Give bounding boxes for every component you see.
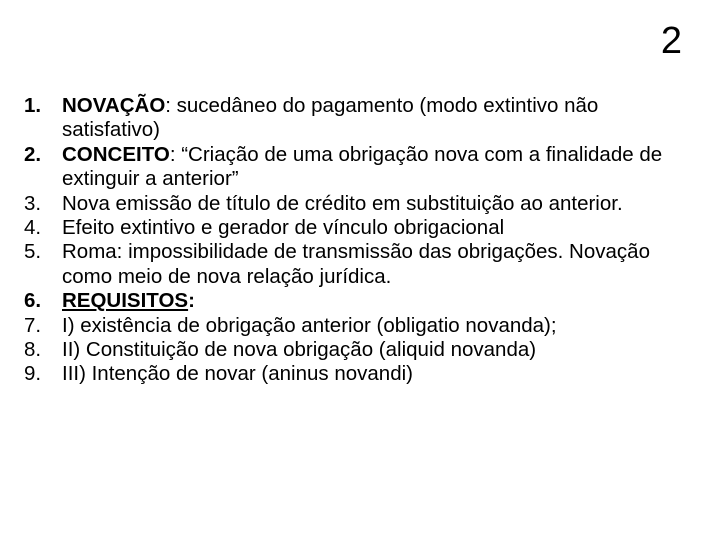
list-item-requisito-3	[24, 362, 684, 386]
page-number: 2	[660, 20, 682, 62]
list-item-requisitos	[24, 289, 684, 313]
item-text: Efeito extintivo e gerador de vínculo obrigacional	[62, 216, 505, 240]
list-item-requisito-1	[24, 314, 684, 338]
item-text: Roma: impossibilidade de transmissão das obrigações. Novação como meio de nova relação jurídica.	[62, 240, 650, 288]
item-text: III) Intenção de novar (aninus novandi)	[62, 362, 413, 386]
item-number: 2.	[24, 142, 42, 166]
numbered-list	[24, 94, 684, 387]
item-term: REQUISITOS	[62, 289, 189, 313]
list-item-nova-emissao	[24, 192, 684, 216]
item-number: 8.	[24, 338, 42, 362]
item-text: : “Criação de uma obrigação nova com a finalidade de extinguir a anterior”	[62, 142, 663, 191]
item-number: 3.	[24, 191, 42, 215]
item-text: : sucedâneo do pagamento (modo extintivo não satisfativo)	[62, 94, 599, 142]
item-text: :	[188, 289, 195, 313]
item-text: II) Constituição de nova obrigação (aliquid novanda)	[62, 338, 537, 362]
item-number: 9.	[24, 362, 42, 386]
list-item-roma	[24, 240, 684, 289]
item-text: I) existência de obrigação anterior (obligatio novanda);	[62, 313, 557, 337]
list-item-conceito	[24, 143, 684, 192]
item-number: 7.	[24, 313, 42, 337]
item-term: NOVAÇÃO	[62, 94, 166, 117]
item-number: 5.	[24, 240, 42, 264]
item-number: 4.	[24, 216, 42, 240]
list-item-novacao	[24, 94, 684, 143]
list-item-efeito-extintivo	[24, 216, 684, 240]
item-number: 6.	[24, 289, 42, 313]
item-term: CONCEITO	[62, 142, 170, 166]
list-item-requisito-2	[24, 338, 684, 362]
item-number: 1.	[24, 94, 42, 117]
item-text: Nova emissão de título de crédito em substituição ao anterior.	[62, 191, 623, 215]
